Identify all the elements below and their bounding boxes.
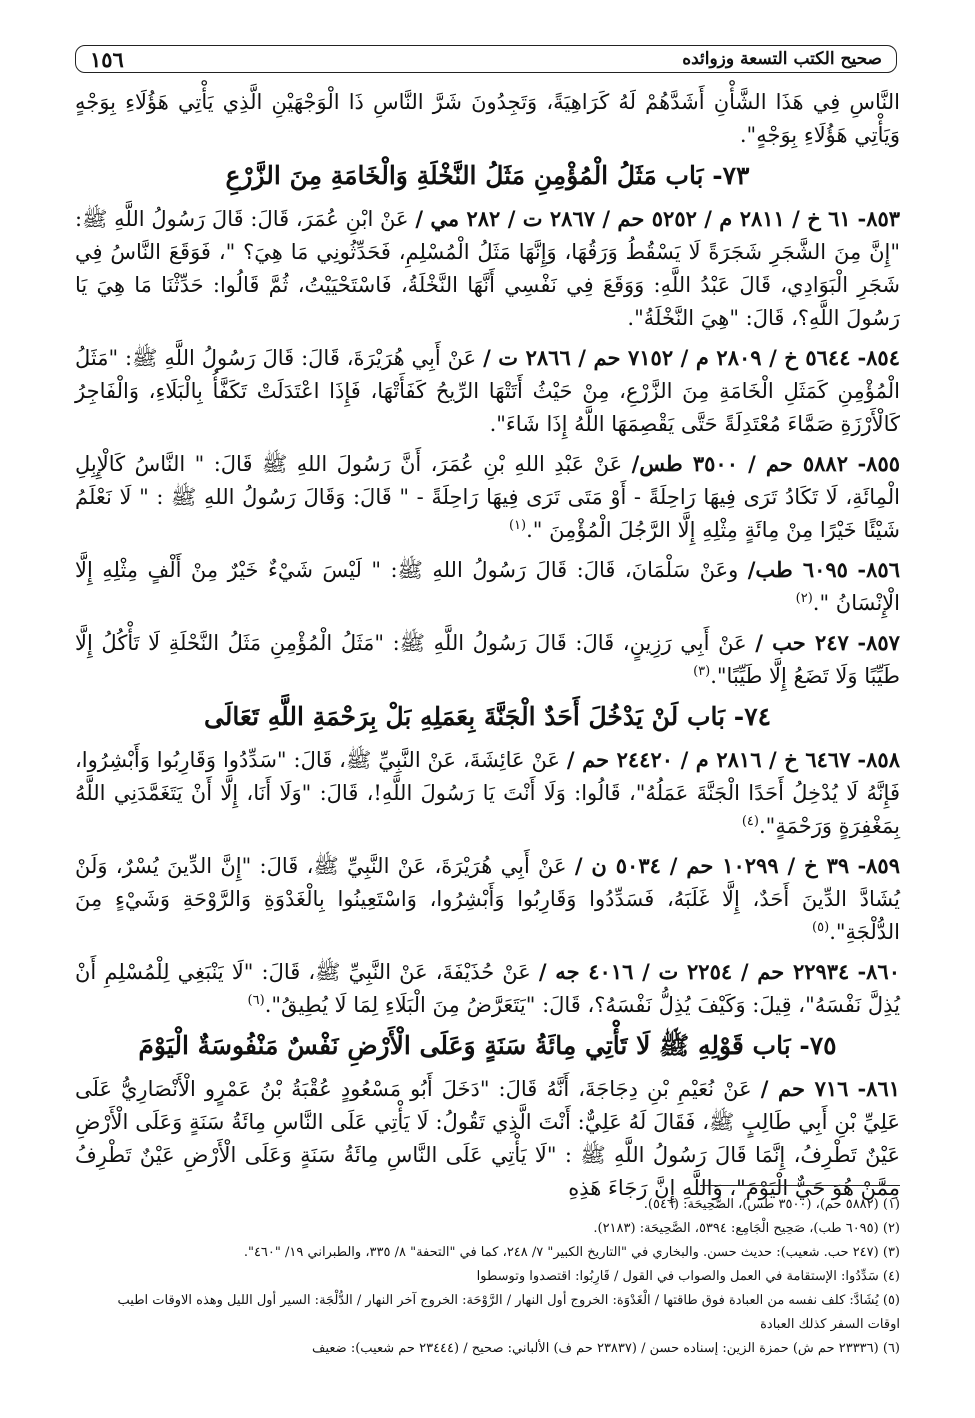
hadith-860: [75, 955, 900, 1022]
intro-text: النَّاسِ فِي هَذَا الشَّأْنِ أَشَدَّهُمْ لَهُ كَرَاهِيَةً، وَتَجِدُونَ شَرَّ النَّاسِ ذَا الْوَجْهَيْنِ الَّذِي يَأْتِي هَؤُلَاءِ بِوَجْهٍ وَيَأْتِي هَؤُلَاءِ بِوَجْهٍ".: [75, 90, 900, 147]
hadith-text: عَنْ عَبْدِ اللهِ بْنِ عُمَرَ، أَنَّ رَسُولَ اللهِ ﷺ قَالَ: " النَّاسُ كَالْإِبِلِ الْمِائَةِ، لَا تَكَادُ تَرَى فِيهَا رَاحِلَةً - أَوْ مَتَى تَرَى فِيهَا رَاحِلَةً - " قَالَ: وَقَالَ رَسُولُ اللهِ ﷺ : " لَا نَعْلَمُ شَيْئًا خَيْرًا مِنْ مِائَةٍ مِثْلِهِ إِلَّا الرَّجُلَ الْمُؤْمِنَ ".: [75, 452, 900, 542]
footnote-divider: [700, 1185, 900, 1186]
hadith-refs: ٦٤٦٧ خ / ٢٨١٦ م / ٢٤٤٢٠ حم /: [566, 747, 851, 772]
footnote-marker[interactable]: (٤): [741, 814, 759, 829]
hadith-text: عَنْ أَبِي هُرَيْرَةَ، قَالَ: قَالَ رَسُولُ اللَّهِ ﷺ: "مَثَلُ الْمُؤْمِنِ كَمَثَلِ الْخَامَةِ مِنَ الزَّرْعِ، مِنْ حَيْثُ أَتَتْهَا الرِّيحُ كَفَأَتْهَا، فَإِذَا اعْتَدَلَتْ تَكَفَّأُ بِالْبَلَاءِ، وَالْفَاجِرُ كَالْأَرْزَةِ صَمَّاءَ مُعْتَدِلَةً حَتَّى يَقْصِمَهَا اللَّهُ إِذَا شَاءَ".: [75, 346, 900, 436]
hadith-number: ٨٥٨-: [857, 747, 900, 772]
hadith-number: ٨٥٩-: [857, 853, 900, 878]
hadith-number: ٨٥٥-: [857, 451, 901, 476]
hadith-text: عَنْ نُعَيْمِ بْنِ دِجَاجَةَ، أَنَّهُ قَالَ: "دَخَلَ أَبُو مَسْعُودٍ عُقْبَةُ بْنُ عَمْرٍو الْأَنْصَارِيُّ عَلَى عَلِيِّ بْنِ أَبِي طَالِبٍ ﷺ، فَقَالَ لَهُ عَلِيٌّ: أَنْتَ الَّذِي تَقُولُ: لَا يَأْتِي عَلَى النَّاسِ مِائَةُ سَنَةٍ وَعَلَى الْأَرْضِ عَيْنٌ تَطْرِفُ، إِنَّمَا قَالَ رَسُولُ اللَّهِ ﷺ : "لَا يَأْتِي عَلَى النَّاسِ مِائَةُ سَنَةٍ وَعَلَى الْأَرْضِ عَيْنٌ تَطْرِفُ مِمَّنْ هُوَ حَيٌّ الْيَوْمَ"، وَاللَّهِ إِنَّ رَجَاءَ هَذِهِ: [75, 1077, 900, 1200]
chapter-heading-75: ٧٥- بَاب قَوْلِهِ ﷺ لَا تَأْتِي مِائَةُ سَنَةٍ وَعَلَى الْأَرْضِ نَفْسٌ مَنْفُوسَةٌ الْيَوْمَ: [138, 1031, 837, 1060]
hadith-number: ٨٦١-: [857, 1076, 901, 1101]
hadith-855: [75, 447, 900, 547]
footnote-2: (٢) (٦٠٩٥ طب)، صَحِيح الْجَامِع: ٥٣٩٤، الصَّحِيحَة: (٢١٨٣).: [593, 1221, 900, 1236]
hadith-text: عَنْ أَبِي رَزِينٍ، قَالَ: قَالَ رَسُولُ اللَّهِ ﷺ: "مَثَلُ الْمُؤْمِنِ مَثَلُ النَّحْلَةِ لَا تَأْكُلُ إِلَّا طَيِّبًا وَلَا تَضَعُ إِلَّا طَيِّبًا".: [75, 631, 900, 688]
hadith-number: ٨٥٦-: [857, 557, 900, 582]
footnotes: [90, 1193, 900, 1361]
hadith-refs: ٣٩ خ / ١٠٢٩٩ حم / ٥٠٣٤ ن /: [574, 853, 850, 878]
hadith-text: عَنْ ابْنِ عُمَرَ، قَالَ: قَالَ رَسُولُ اللَّهِ ﷺ: "إِنَّ مِنَ الشَّجَرِ شَجَرَةً لَا يَسْقُطُ وَرَقُهَا، وَإِنَّهَا مَثَلُ الْمُسْلِمِ، فَحَدِّثُونِي مَا هِيَ؟ "، فَوَقَعَ النَّاسُ فِي شَجَرِ الْبَوَادِي، قَالَ عَبْدُ اللَّهِ: وَوَقَعَ فِي نَفْسِي أَنَّهَا النَّخْلَةُ، فَاسْتَحْيَيْتُ، ثُمَّ قَالُوا: حَدِّثْنَا مَا هِيَ يَا رَسُولَ اللَّهِ؟، قَالَ: "هِيَ النَّخْلَةُ".: [75, 207, 900, 330]
hadith-853: [75, 202, 900, 335]
chapter-74-hadiths: [75, 743, 900, 1022]
hadith-refs: ٢٢٩٣٤ حم / ٢٢٥٤ ت / ٤٠١٦ جه /: [538, 959, 850, 984]
book-title: صحيح الكتب التسعة وزوائده: [682, 49, 882, 69]
hadith-858: [75, 743, 900, 843]
hadith-refs: ٥٦٤٤ خ / ٢٨٠٩ م / ٧١٥٢ حم / ٢٨٦٦ ت /: [483, 345, 851, 370]
chapter-heading-73: ٧٣- بَاب مَثَلُ الْمُؤْمِنِ مَثَلُ النَّخْلَةِ وَالْخَامَةِ مِنَ الزَّرْعِ: [225, 161, 750, 190]
hadith-refs: ٢٤٧ حب /: [755, 630, 849, 655]
footnote-marker[interactable]: (٦): [247, 993, 265, 1008]
hadith-857: [75, 626, 900, 693]
footnote-1: (١) (٥٨٨٢ حم)، (٣٥٠٠ طس)، الصَّحِيحَة: (٥٤٦).: [643, 1197, 900, 1212]
chapter-73-hadiths: [75, 202, 900, 693]
footnote-5: (٥) يُشَادَّ: كلف نفسه من العبادة فوق طاقتها / الْغَدْوَة: الخروج أول النهار / الرَّوْحَة: الخروج آخر النهار / الدُّلْجَة: السير أول الليل وهذه الاوقات اطيب اوقات السفر كذلك العبادة: [117, 1293, 900, 1332]
hadith-854: [75, 341, 900, 441]
footnote-4: (٤) سَدِّدُوا: الإستقامة في العمل والصواب في القول / قَارِبُوا: اقتصدوا وتوسطوا: [476, 1269, 900, 1284]
hadith-text: عَنْ أَبِي هُرَيْرَةَ، عَنْ النَّبِيِّ ﷺ، قَالَ: "إِنَّ الدِّينَ يُسْرٌ، وَلَنْ يُشَادَّ الدِّينَ أَحَدٌ، إِلَّا غَلَبَهُ، فَسَدِّدُوا وَقَارِبُوا وَأَبْشِرُوا، وَاسْتَعِينُوا بِالْغَدْوَةِ وَالرَّوْحَةِ وَشَيْءٍ مِنَ الدُّلْجَةِ".: [75, 854, 900, 944]
hadith-refs: ٦١ خ / ٢٨١١ م / ٥٢٥٢ حم / ٢٨٦٧ ت / ٢٨٢ مي /: [415, 206, 851, 231]
hadith-text: عَنْ عَائِشَةَ، عَنْ النَّبِيِّ ﷺ، قَالَ: "سَدِّدُوا وَقَارِبُوا وَأَبْشِرُوا، فَإِنَّهُ لَا يُدْخِلُ أَحَدًا الْجَنَّةَ عَمَلُهُ"، قَالُوا: وَلَا أَنْتَ يَا رَسُولَ اللَّهِ!، قَالَ: "وَلَا أَنَا، إِلَّا أَنْ يَتَغَمَّدَنِي اللَّهُ بِمَغْفِرَةٍ وَرَحْمَةٍ".: [75, 748, 900, 838]
footnote-marker[interactable]: (١): [508, 518, 527, 533]
footnote-marker[interactable]: (٣): [693, 664, 711, 679]
page-content: [75, 86, 900, 1211]
page-number: ١٥٦: [90, 46, 124, 72]
hadith-number: ٨٦٠-: [857, 959, 900, 984]
hadith-856: [75, 553, 900, 620]
hadith-859: [75, 849, 900, 949]
footnote-3: (٣) (٢٤٧ حب. شعيب): حديث حسن. والبخاري في "التاريخ الكبير" ٧/ ٢٤٨، كما في "التحفة" ٨/ ٣٣٥، والطبراني ١٩/ "٤٦٠".: [243, 1245, 900, 1260]
hadith-text: وعَنْ سَلْمَانَ، قَالَ: قَالَ رَسُولُ اللهِ ﷺ: " لَيْسَ شَيْءٌ خَيْرٌ مِنْ أَلْفٍ مِثْلِهِ إِلَّا الْإِنْسَانُ ".: [75, 558, 900, 615]
hadith-number: ٨٥٣-: [857, 206, 901, 231]
page-header: [75, 45, 897, 73]
hadith-refs: ٥٨٨٢ حم / ٣٥٠٠ طس/: [631, 451, 848, 476]
hadith-refs: ٦٠٩٥ طب/: [747, 557, 848, 582]
hadith-number: ٨٥٧-: [857, 630, 900, 655]
hadith-text: عَنْ حُذَيْفَةَ، عَنْ النَّبِيِّ ﷺ، قَالَ: "لَا يَنْبَغِي لِلْمُسْلِمِ أَنْ يُذِلَّ نَفْسَهُ"، قِيلَ: وَكَيْفَ يُذِلُّ نَفْسَهُ؟، قَالَ: "يَتَعَرَّضُ مِنَ الْبَلَاءِ لِمَا لَا يُطِيقُ".: [75, 960, 900, 1017]
chapter-heading-74: ٧٤- بَاب لَنْ يَدْخُلَ أَحَدٌ الْجَنَّةَ بِعَمَلِهِ بَلْ بِرَحْمَةِ اللَّهِ تَعَالَى: [203, 702, 772, 731]
footnote-marker[interactable]: (٢): [795, 591, 813, 606]
footnote-6: (٦) (٢٣٣٣٦ حم ش) حمزة الزين: إسناده حسن / (٢٣٨٣٧ حم ف) الألباني: صحيح / (٢٣٤٤٤ حم شعيب): ضعيف: [312, 1341, 900, 1356]
hadith-number: ٨٥٤-: [857, 345, 900, 370]
hadith-refs: ٧١٦ حم /: [760, 1076, 849, 1101]
footnote-marker[interactable]: (٥): [812, 920, 830, 935]
